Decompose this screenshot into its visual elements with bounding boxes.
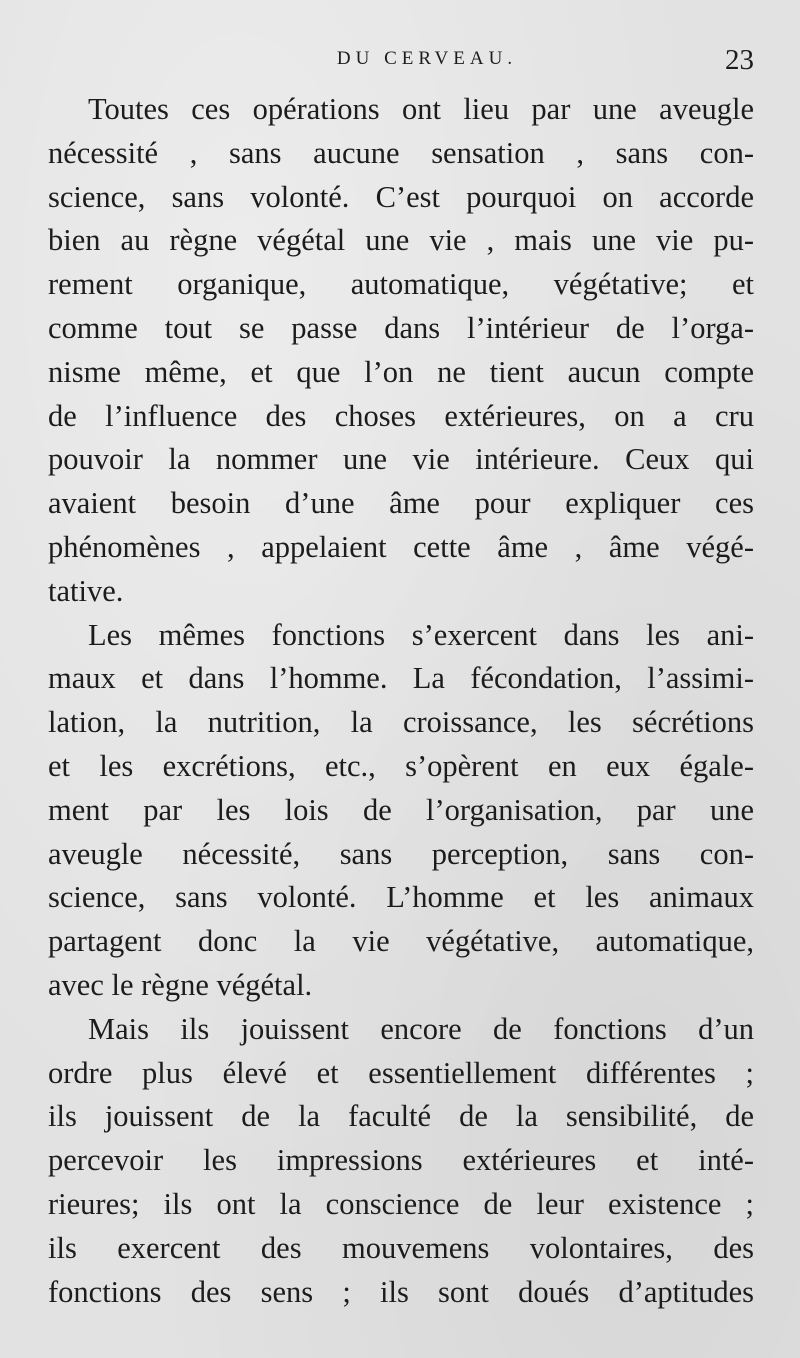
text-line: et les excrétions, etc., s’opèrent en eux égale- [48, 748, 754, 783]
running-head [48, 44, 754, 80]
text-line: maux et dans l’homme. La fécondation, l’assimi- [48, 661, 754, 696]
text-line: Les mêmes fonctions s’exercent dans les ani- [88, 617, 754, 652]
text-line: Mais ils jouissent encore de fonctions d’un [88, 1011, 754, 1046]
text-line: percevoir les impressions extérieures et inté- [48, 1143, 754, 1178]
text-line: ils jouissent de la faculté de la sensibilité, de [48, 1099, 754, 1134]
text-line: nisme même, et que l’on ne tient aucun compte [48, 354, 754, 389]
text-line: ordre plus élevé et essentiellement différentes ; [48, 1055, 754, 1090]
text-line: science, sans volonté. L’homme et les animaux [48, 880, 754, 915]
text-line: ment par les lois de l’organisation, par une [48, 792, 754, 827]
text-line: rieures; ils ont la conscience de leur existence ; [48, 1186, 754, 1221]
text-line: avec le règne végétal. [48, 967, 313, 1002]
text-line: de l’influence des choses extérieures, on a cru [48, 398, 754, 433]
text-line: rement organique, automatique, végétative; et [48, 267, 754, 302]
page-number: 23 [725, 44, 754, 76]
text-line: aveugle nécessité, sans perception, sans con- [48, 836, 754, 871]
text-line: avaient besoin d’une âme pour expliquer ces [48, 486, 754, 521]
text-line: ils exercent des mouvemens volontaires, des [48, 1230, 754, 1265]
text-line: fonctions des sens ; ils sont doués d’aptitudes [48, 1274, 754, 1309]
text-line: phénomènes , appelaient cette âme , âme végé- [48, 529, 754, 564]
running-title: DU CERVEAU. [336, 48, 518, 69]
text-line: partagent donc la vie végétative, automatique, [48, 924, 754, 959]
body-text [48, 88, 754, 1314]
text-line: bien au règne végétal une vie , mais une vie pu- [48, 223, 754, 258]
text-line: tative. [48, 573, 124, 608]
text-line: Toutes ces opérations ont lieu par une aveugle [88, 92, 754, 126]
text-line: pouvoir la nommer une vie intérieure. Ceux qui [48, 442, 754, 477]
text-line: nécessité , sans aucune sensation , sans con- [48, 135, 754, 170]
text-line: lation, la nutrition, la croissance, les sécrétions [48, 705, 754, 740]
text-line: science, sans volonté. C’est pourquoi on accorde [48, 179, 754, 214]
text-line: comme tout se passe dans l’intérieur de l’orga- [48, 310, 754, 345]
